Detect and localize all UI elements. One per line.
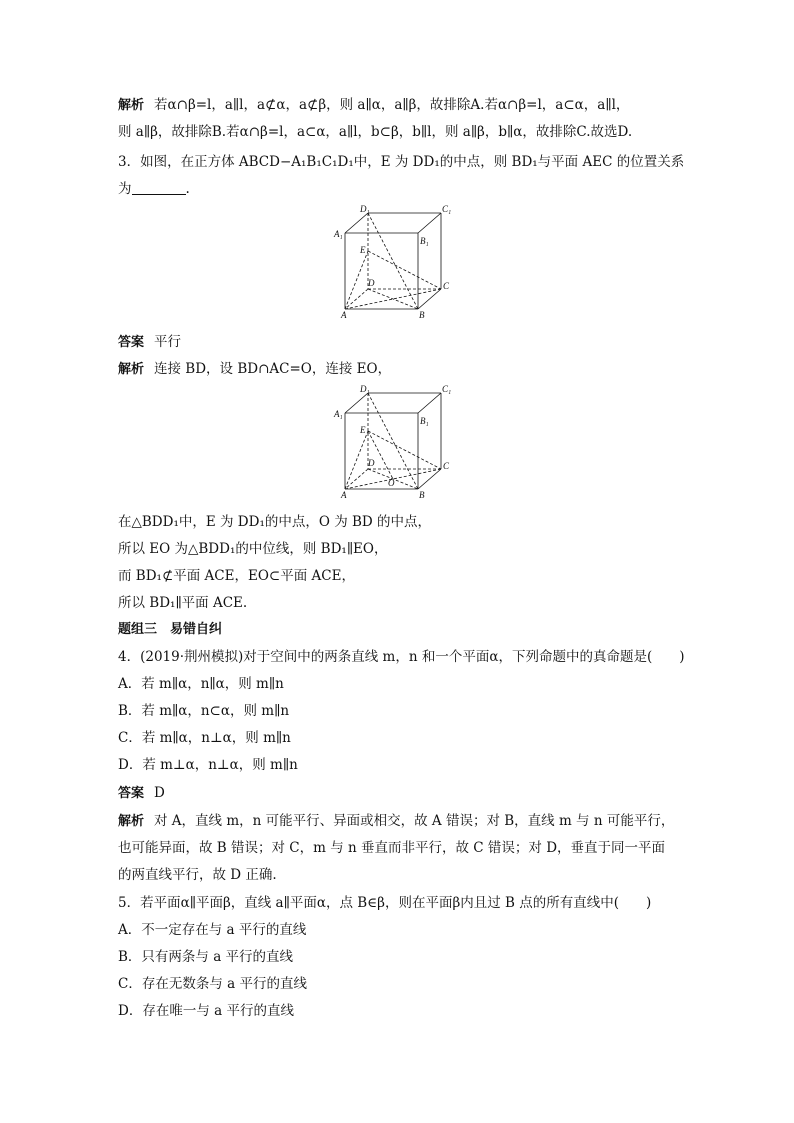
label-b: B: [419, 490, 425, 500]
proof-line-3: 而 BD₁⊄平面 ACE，EO⊂平面 ACE，: [118, 568, 355, 584]
analysis-4-line-1: 解析 对 A，直线 m，n 可能平行、异面或相交，故 A 错误；对 B，直线 m 与 n 可能平行，: [118, 813, 675, 829]
label-c1: C₁: [442, 385, 452, 394]
question-5: 5．若平面α∥平面β，直线 a∥平面α，点 B∈β，则在平面β内且过 B 点的所有直线中( ): [118, 895, 652, 911]
label-e: E: [360, 425, 366, 435]
answer-3: 答案 平行: [118, 334, 182, 350]
proof-line-2: 所以 EO 为△BDD₁的中位线，则 BD₁∥EO，: [118, 541, 388, 557]
label-a1: A₁: [334, 409, 343, 419]
label-o: O: [388, 478, 395, 488]
label-c: C: [443, 461, 450, 471]
option-4d: D．若 m⊥α，n⊥α，则 m∥n: [118, 757, 298, 773]
label-e: E: [360, 245, 366, 255]
label-b1: B₁: [420, 236, 429, 246]
option-5b: B．只有两条与 a 平行的直线: [118, 949, 294, 965]
answer-tag: 答案: [118, 335, 145, 350]
answer-blank: [132, 182, 186, 195]
line-2: 则 a∥β，故排除B.若α∩β=l，a⊂α，a∥l，b⊂β，b∥l，则 a∥β，b∥α，故排除C.故选D.: [118, 124, 633, 140]
option-4a: A．若 m∥α，n∥α，则 m∥n: [118, 676, 284, 692]
answer-tag: 答案: [118, 786, 145, 801]
option-4c: C．若 m∥α，n⊥α，则 m∥n: [118, 730, 291, 746]
proof-line-4: 所以 BD₁∥平面 ACE.: [118, 595, 248, 611]
answer-4: 答案 D: [118, 785, 165, 801]
label-c: C: [443, 281, 450, 291]
label-d: D: [368, 278, 375, 288]
option-5d: D．存在唯一与 a 平行的直线: [118, 1003, 294, 1019]
question-3-cont: 为 .: [118, 181, 190, 197]
option-5c: C．存在无数条与 a 平行的直线: [118, 976, 307, 992]
analysis-tag: 解析: [118, 814, 145, 829]
question-4: 4．(2019·荆州模拟)对于空间中的两条直线 m，n 和一个平面α，下列命题中的真命题是( ): [118, 649, 685, 665]
cube-figure-2: [330, 385, 460, 500]
label-d1: D₁: [360, 205, 370, 214]
option-5a: A．不一定存在与 a 平行的直线: [118, 922, 307, 938]
label-a: A: [341, 490, 347, 500]
label-c1: C₁: [442, 205, 452, 214]
question-3: 3．如图，在正方体 ABCD−A₁B₁C₁D₁中，E 为 DD₁的中点，则 BD₁与平面 AEC 的位置关系: [118, 154, 685, 170]
proof-line-1: 在△BDD₁中，E 为 DD₁的中点，O 为 BD 的中点，: [118, 514, 432, 530]
section-heading: 题组三 易错自纠: [118, 622, 223, 637]
analysis-4-line-3: 的两直线平行，故 D 正确.: [118, 867, 277, 883]
option-4b: B．若 m∥α，n⊂α，则 m∥n: [118, 703, 290, 719]
label-a1: A₁: [334, 229, 343, 239]
analysis-tag: 解析: [118, 362, 145, 377]
line-1: 解析 若α∩β=l，a∥l，a⊄α，a⊄β，则 a∥α，a∥β，故排除A.若α∩β=l，a⊂α，a∥l，: [118, 97, 630, 113]
label-d: D: [368, 458, 375, 468]
label-b: B: [419, 310, 425, 320]
label-d1: D₁: [360, 385, 370, 394]
label-b1: B₁: [420, 416, 429, 426]
analysis-3: 解析 连接 BD，设 BD∩AC=O，连接 EO，: [118, 361, 392, 377]
analysis-tag: 解析: [118, 98, 145, 113]
label-a: A: [341, 310, 347, 320]
cube-figure-1: [330, 205, 460, 320]
analysis-4-line-2: 也可能异面，故 B 错误；对 C，m 与 n 垂直而非平行，故 C 错误；对 D，垂直于同一平面: [118, 840, 666, 856]
